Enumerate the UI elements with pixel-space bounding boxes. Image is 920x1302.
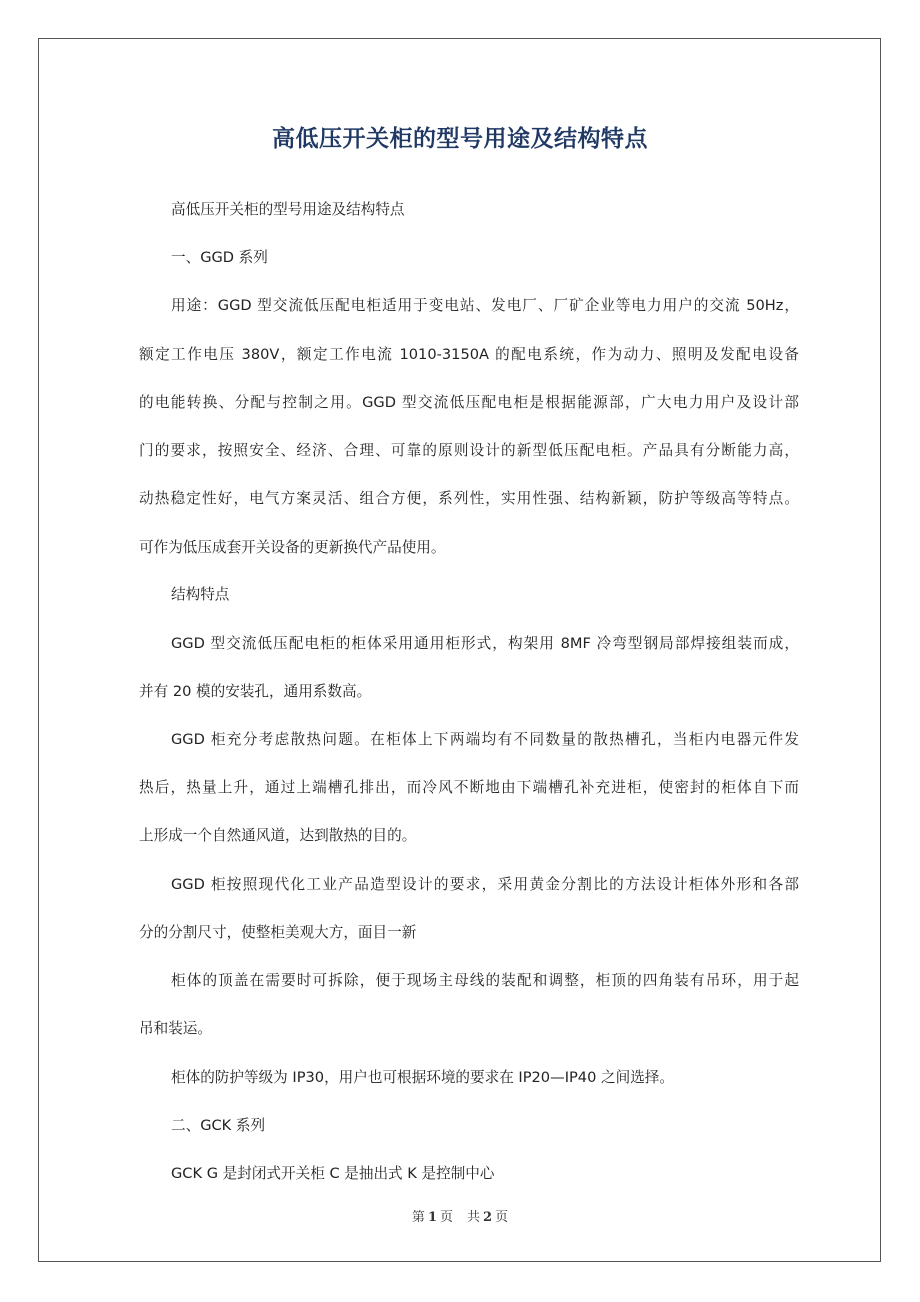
footer-page-label: 页	[439, 1210, 453, 1225]
paragraph-line: 柜体的顶盖在需要时可拆除，便于现场主母线的装配和调整，柜顶的四角装有吊环，用于起	[171, 972, 799, 989]
footer-page-current: 1	[427, 1210, 437, 1225]
paragraph-line: 吊和装运。	[139, 1020, 212, 1037]
paragraph-line: 并有 20 模的安装孔，通用系数高。	[139, 683, 372, 700]
paragraph-line: 的电能转换、分配与控制之用。GGD 型交流低压配电柜是根据能源部，广大电力用户及设计部	[139, 394, 799, 411]
paragraph-line: 可作为低压成套开关设备的更新换代产品使用。	[139, 539, 446, 556]
paragraph-line: 用途：GGD 型交流低压配电柜适用于变电站、发电厂、厂矿企业等电力用户的交流 50Hz，	[171, 297, 799, 314]
footer-total-label: 页	[495, 1210, 509, 1225]
paragraph-line: 门的要求，按照安全、经济、合理、可靠的原则设计的新型低压配电柜。产品具有分断能力高，	[139, 442, 799, 459]
paragraph-line: GCK G 是封闭式开关柜 C 是抽出式 K 是控制中心	[171, 1165, 495, 1182]
footer-page-prefix: 第	[411, 1210, 425, 1225]
paragraph-line: 热后，热量上升，通过上端槽孔排出，而冷风不断地由下端槽孔补充进柜，使密封的柜体自下而	[139, 779, 799, 796]
document-title: 高低压开关柜的型号用途及结构特点	[272, 126, 648, 152]
paragraph-line: 分的分割尺寸，使整柜美观大方，面目一新	[139, 924, 417, 941]
section-heading-gck: 二、GCK 系列	[171, 1117, 266, 1134]
page-footer	[0, 1206, 920, 1225]
paragraph-line: GGD 柜按照现代化工业产品造型设计的要求，采用黄金分割比的方法设计柜体外形和各部	[171, 876, 799, 893]
paragraph-line: 额定工作电压 380V，额定工作电流 1010-3150A 的配电系统，作为动力、照明及发配电设备	[139, 346, 799, 363]
paragraph-line: 上形成一个自然通风道，达到散热的目的。	[139, 827, 417, 844]
paragraph-line: 动热稳定性好，电气方案灵活、组合方便，系列性，实用性强、结构新颖，防护等级高等特点。	[139, 490, 799, 507]
footer-total-prefix: 共	[467, 1210, 481, 1225]
paragraph-line: GGD 型交流低压配电柜的柜体采用通用柜形式，构架用 8MF 冷弯型钢局部焊接组装而成，	[171, 635, 799, 652]
footer-page-total: 2	[483, 1210, 493, 1225]
paragraph-line: 柜体的防护等级为 IP30，用户也可根据环境的要求在 IP20—IP40 之间选择。	[171, 1069, 674, 1086]
paragraph-line: GGD 柜充分考虑散热问题。在柜体上下两端均有不同数量的散热槽孔，当柜内电器元件发	[171, 731, 799, 748]
section-heading-ggd: 一、GGD 系列	[171, 249, 268, 266]
paragraph-subtitle: 高低压开关柜的型号用途及结构特点	[171, 201, 405, 218]
subheading-structure: 结构特点	[171, 586, 230, 603]
